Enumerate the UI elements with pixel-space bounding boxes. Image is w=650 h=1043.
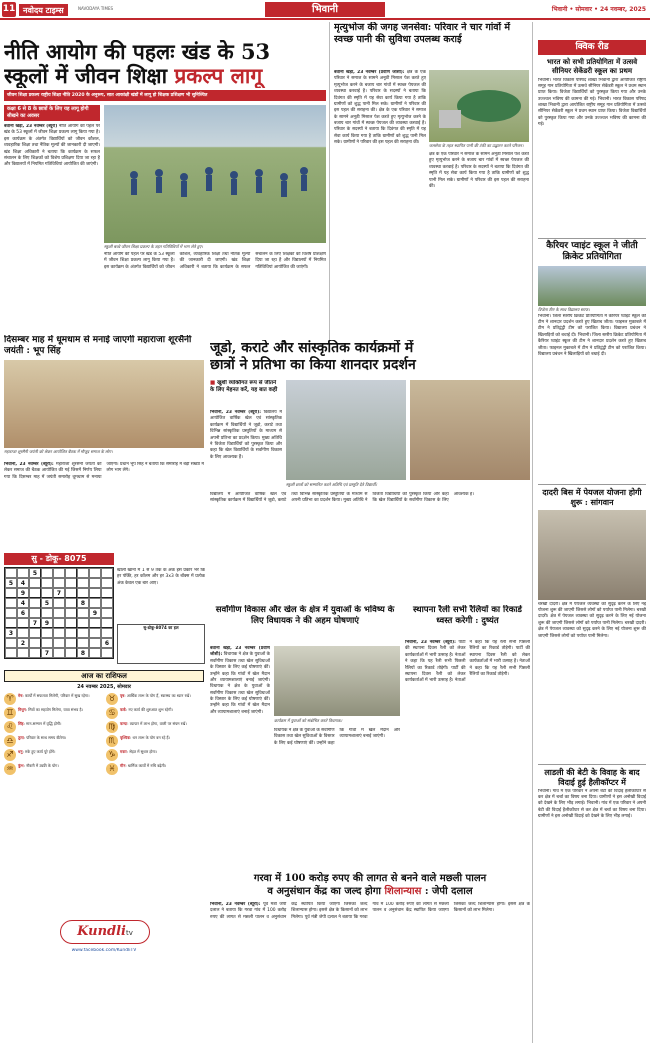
rashifal-signs [4, 693, 204, 777]
sudoku-cell [41, 578, 53, 588]
sudoku-cell [5, 618, 17, 628]
sudoku-cell [89, 598, 101, 608]
zodiac-icon: ♓ [106, 763, 118, 775]
story2-body-continued: क्षेत्र के एक परिवार ने समाज के सामने अनूठी मिसाल पेश करते हुए मृत्युभोज करने के बजाय चार गांवों में स्वच्छ पेयजल की व्यवस्था करवाई है। परिवार के सदस्यों ने बताया कि दिवंगत की स्मृति में यह सेवा कार्य किया गया है ताकि ग्रामीणों को शुद्ध पानी मिल सके। ग्रामीणों ने परिवार की इस पहल की सराहना की। [429, 152, 529, 189]
sudoku-cell [5, 598, 17, 608]
paper-sub: NAVODAYA TIMES [78, 6, 114, 11]
zodiac-icon: ♌ [4, 721, 16, 733]
rashi-text: रुके हुए कार्य पूरे होंगे। [24, 748, 56, 754]
sudoku-cell [5, 648, 17, 658]
sudoku-cell [77, 578, 89, 588]
story7-body: भिवानी, 23 नवम्बर (ब्यूरो): पूर्व मंत्री जेपी दलाल ने बताया कि गरवा गांव में 100 करोड़ रुपए की लागत से मछली पालन व अनुसंधान केंद्र स्थापित किया जाएगा जिसका जल्द शिलान्यास होगा। इससे क्षेत्र के किसानों को लाभ मिलेगा। पूर्व मंत्री जेपी दलाल ने बताया कि गरवा गांव में 100 करोड़ रुपए की लागत से मछली पालन व अनुसंधान केंद्र स्थापित किया जाएगा जिसका जल्द शिलान्यास होगा। इससे क्षेत्र के किसानों को लाभ मिलेगा। [210, 902, 530, 920]
story4-body-continued: विद्यालय में आयोजित वार्षिक खेल एवं सांस्कृतिक कार्यक्रम में विद्यार्थियों ने जूडो, कराटे तथा विभिन्न सांस्कृतिक प्रस्तुतियों के माध्यम से अपनी प्रतिभा का प्रदर्शन किया। मुख्य अतिथि ने विजेता विद्यार्थियों को पुरस्कृत किया और कहा कि खेल विद्यार्थियों के सर्वांगीण विकास के लिए आवश्यक हैं। [210, 492, 474, 504]
sudoku-cell [101, 608, 113, 618]
sudoku-cell [65, 588, 77, 598]
rashi-sign: ♋ कर्क: नए कार्य की शुरुआत शुभ रहेगी। [106, 707, 204, 719]
sudoku-cell [41, 608, 53, 618]
sudoku-cell [29, 648, 41, 658]
sudoku-cell [5, 588, 17, 598]
sudoku-cell [89, 618, 101, 628]
rashi-text: आर्थिक लाभ के योग हैं, स्वास्थ्य का ध्यान रखें। [126, 692, 191, 698]
quick-read-item2-body: भिवानी। जिला स्तरीय क्रिकेट प्रतियोगिता में कैरियर प्वाइंट स्कूल की टीम ने शानदार प्रदर्शन करते हुए खिताब जीता। फाइनल मुकाबले में टीम ने प्रतिद्वंद्वी टीम को पराजित किया। विद्यालय प्रबंधन ने खिलाड़ियों को बधाई दी। भिवानी। जिला स्तरीय क्रिकेट प्रतियोगिता में कैरियर प्वाइंट स्कूल की टीम ने शानदार प्रदर्शन करते हुए खिताब जीता। फाइनल मुकाबले में टीम ने प्रतिद्वंद्वी टीम को पराजित किया। विद्यालय प्रबंधन ने खिलाड़ियों को बधाई दी। [538, 313, 646, 357]
sudoku-cell [89, 628, 101, 638]
zodiac-icon: ♉ [106, 693, 118, 705]
rashi-name: कुंभ [18, 762, 24, 768]
quick-read-item2-caption: विजेता टीम के साथ विद्यालय स्टाफ। [538, 306, 590, 312]
sudoku-cell [17, 628, 29, 638]
lead-strap: जीवन शिक्षा प्रकल्प राष्ट्रीय शिक्षा नीति 2020 के अनुरूप, सात आकांक्षी खंडों में लागू हो शिक्षक प्रशिक्षण भी सुनिश्चित [4, 90, 326, 101]
sudoku-cell [65, 628, 77, 638]
sudoku-cell [53, 568, 65, 578]
sudoku-cell [65, 618, 77, 628]
story5-body-continued: विधायक ने क्षेत्र के युवाओं के सर्वांगीण विकास तथा खेल सुविधाओं के विस्तार के लिए कई घोषणाएं कीं। उन्होंने कहा कि गांवों में खेल मैदान और व्यायामशालाएं बनाई जाएंगी। [274, 728, 400, 746]
column-rule [329, 22, 330, 340]
sudoku-cell: 3 [5, 628, 17, 638]
rashi-name: वृश्चिक [120, 734, 131, 740]
rashi-text: व्यापार में लाभ होगा, वाणी पर संयम रखें। [129, 720, 187, 726]
sudoku-cell: 7 [41, 648, 53, 658]
sudoku-cell [41, 568, 53, 578]
quick-read-item3-head: दादरी बिस में पेयजल योजना होगी शुरू : सांगवान [542, 486, 642, 507]
sudoku-grid [4, 567, 114, 659]
rashi-name: मेष [18, 692, 23, 698]
sudoku-cell [101, 578, 113, 588]
sudoku-cell: 9 [41, 618, 53, 628]
rashi-name: धनु [18, 748, 23, 754]
story4-caption: स्कूली छात्रों को सम्मानित करते अतिथि एवं प्रस्तुति देते विद्यार्थी। [286, 482, 378, 487]
rashi-name: मिथुन [18, 706, 26, 712]
story2-photo [429, 70, 529, 142]
sudoku-cell: 4 [17, 598, 29, 608]
quick-read-item3-body: चरखी दादरी। क्षेत्र में पेयजल व्यवस्था को सुदृढ़ करने के लिए नई योजना शुरू की जाएगी जिससे लोगों को पर्याप्त पानी मिलेगा। चरखी दादरी। क्षेत्र में पेयजल व्यवस्था को सुदृढ़ करने के लिए नई योजना शुरू की जाएगी जिससे लोगों को पर्याप्त पानी मिलेगा। चरखी दादरी। क्षेत्र में पेयजल व्यवस्था को सुदृढ़ करने के लिए नई योजना शुरू की जाएगी जिससे लोगों को पर्याप्त पानी मिलेगा। [538, 601, 646, 639]
lead-body-continued: नीति आयोग की पहल पर खंड के 53 स्कूलों में जीवन शिक्षा प्रकल्प लागू किया गया है। इस कार्यक्रम के अंतर्गत विद्यार्थियों को जीवन कौशल, व्यवहारिक शिक्षा तथा नैतिक मूल्यों की जानकारी दी जाएगी। खंड शिक्षा अधिकारी ने बताया कि कार्यक्रम के सफल संचालन के लिए शिक्षकों को विशेष प्रशिक्षण दिया जा रहा है और विद्यालयों में नियमित गतिविधियां आयोजित की जाएंगी। [104, 252, 326, 270]
sudoku [4, 553, 114, 659]
sudoku-cell [101, 628, 113, 638]
sudoku-cell [89, 648, 101, 658]
edition-date: भिवानी • सोमवार • 24 नवम्बर, 2025 [551, 6, 646, 13]
quick-read-item4-body: भिवानी। गांव में एक परिवार ने अपनी बेटी की विदाई हैलीकॉप्टर से कर क्षेत्र में चर्चा का विषय बना दिया। ग्रामीणों ने इस अनोखी विदाई को देखने के लिए भीड़ लगाई। भिवानी। गांव में एक परिवार ने अपनी बेटी की विदाई हैलीकॉप्टर से कर क्षेत्र में चर्चा का विषय बना दिया। ग्रामीणों ने इस अनोखी विदाई को देखने के लिए भीड़ लगाई। [538, 788, 646, 820]
story2-headline: मृत्युभोज की जगह जनसेवा: परिवार ने चार गांवों में स्वच्छ पानी की सुविधा उपलब्ध कराई [334, 22, 511, 45]
rashi-sign: ♌ सिंह: मान-सम्मान में वृद्धि होगी। [4, 721, 102, 733]
sudoku-cell: 9 [17, 588, 29, 598]
zodiac-icon: ♐ [4, 749, 16, 761]
rashi-name: वृष [120, 692, 125, 698]
sudoku-cell [101, 588, 113, 598]
story2-caption: जलसेवा के तहत स्थापित पानी की टंकी का उद्घाटन करते परिजन। [429, 143, 524, 148]
rashi-text: सेहत में सुधार होगा। [129, 748, 157, 754]
sudoku-cell [77, 608, 89, 618]
sudoku-cell: 5 [29, 568, 41, 578]
rashi-name: तुला [18, 734, 24, 740]
sudoku-cell [17, 648, 29, 658]
sudoku-cell [89, 588, 101, 598]
sudoku-cell: 7 [29, 618, 41, 628]
lead-highlight: कक्षा 6 से 8 के छात्रों के लिए यह लागू होगी सीखने का अवसर [4, 105, 100, 121]
story3-photo [4, 360, 204, 448]
sudoku-cell [77, 628, 89, 638]
rashi-name: मकर [120, 748, 127, 754]
story4-body: भिवानी, 23 नवम्बर (ब्यूरो): विद्यालय में आयोजित वार्षिक खेल एवं सांस्कृतिक कार्यक्रम में विद्यार्थियों ने जूडो, कराटे तथा विभिन्न सांस्कृतिक प्रस्तुतियों के माध्यम से अपनी प्रतिभा का प्रदर्शन किया। मुख्य अतिथि ने विजेता विद्यार्थियों को पुरस्कृत किया और कहा कि खेल विद्यार्थियों के सर्वांगीण विकास के लिए आवश्यक हैं। [210, 410, 282, 460]
sudoku-cell [29, 588, 41, 598]
story6-body: भिवानी, 23 नवम्बर (ब्यूरो): पार्टी की स्थापना दिवस रैली को लेकर कार्यकर्ताओं में भारी उत्साह है। नेताओं ने कहा कि यह रैली सभी पिछली रैलियों का रिकार्ड तोड़ेगी। पार्टी की स्थापना दिवस रैली को लेकर कार्यकर्ताओं में भारी उत्साह है। नेताओं ने कहा कि यह रैली सभी पिछली रैलियों का रिकार्ड तोड़ेगी। पार्टी की स्थापना दिवस रैली को लेकर कार्यकर्ताओं में भारी उत्साह है। नेताओं ने कहा कि यह रैली सभी पिछली रैलियों का रिकार्ड तोड़ेगी। [405, 640, 530, 684]
rashi-sign: ♍ कन्या: व्यापार में लाभ होगा, वाणी पर संयम रखें। [106, 721, 204, 733]
sudoku-cell [77, 588, 89, 598]
rashi-sign: ♏ वृश्चिक: धन लाभ के योग बन रहे हैं। [106, 735, 204, 747]
sudoku-cell [65, 608, 77, 618]
rashi-text: नौकरी में उन्नति के योग। [26, 762, 59, 768]
sudoku-cell: 8 [77, 648, 89, 658]
sudoku-cell [5, 638, 17, 648]
sudoku-cell [65, 648, 77, 658]
sudoku-cell [89, 568, 101, 578]
sudoku-cell: 4 [17, 578, 29, 588]
sudoku-cell [65, 598, 77, 608]
sudoku-instructions: खाली खानों में 1 से 9 तक के अंक इस प्रकार भरें कि हर पंक्ति, हर कॉलम और हर 3x3 के बॉक्स में प्रत्येक अंक केवल एक बार आए। [117, 568, 205, 586]
story4-photo-2 [410, 380, 530, 480]
sudoku-cell [53, 638, 65, 648]
rashi-text: नए कार्य की शुरुआत शुभ रहेगी। [128, 706, 173, 712]
story3-headline: दिसम्बर माह में धूमधाम से मनाई जाएगी महाराजा शूरसैनी जयंती : भूप सिंह [4, 335, 192, 356]
story5-photo [274, 646, 400, 716]
rashi-text: परिवार के साथ समय बीतेगा। [26, 734, 67, 740]
story7-headline: गरवा में 100 करोड़ रुपए की लागत से बनने वाले मछली पालन व अनुसंधान केंद्र का जल्द होगा शिलान्यास : जेपी दलाल [253, 873, 487, 897]
section-title: भिवानी [265, 2, 385, 17]
lead-headline: नीति आयोग की पहलः खंड के 53 स्कूलों में जीवन शिक्षा प्रकल्प लागू [4, 40, 271, 88]
rashifal-date: 24 नवम्बर 2025, सोमवार [77, 684, 131, 690]
rashi-name: सिंह [18, 720, 24, 726]
lead-photo [104, 105, 326, 243]
rashi-name: कर्क [120, 706, 126, 712]
rashi-name: मीन [120, 762, 126, 768]
zodiac-icon: ♏ [106, 735, 118, 747]
quick-read-item1-head: भारत को सभी प्रतियोगिता में उत्सवे सीनियर सेकेंडरी स्कूल का प्रथम [546, 57, 638, 75]
sudoku-cell: 5 [41, 598, 53, 608]
sudoku-cell [17, 568, 29, 578]
rashi-sign: ♓ मीन: धार्मिक कार्यों में रुचि बढ़ेगी। [106, 763, 204, 775]
story5-caption: कार्यक्रम में युवाओं को संबोधित करते विधायक। [274, 718, 343, 723]
story6-headline: स्थापना रैली सभी रैलियों का रिकार्ड ध्वस्त करेगी : दुष्यंत [413, 605, 522, 626]
rashi-sign: ♊ मिथुन: मित्रों का सहयोग मिलेगा, यात्रा संभव है। [4, 707, 102, 719]
story4-photo-1 [286, 380, 406, 480]
sudoku-cell: 6 [101, 638, 113, 648]
sudoku-cell [41, 588, 53, 598]
sudoku-cell [29, 628, 41, 638]
story4-bullet: ■ खुशी व्यक्तिगत रूप से जीतने के लिए मेहनत करें, यह बात कही [210, 380, 282, 394]
quick-read [538, 40, 646, 909]
quick-read-photo-2 [538, 510, 646, 600]
sudoku-cell [53, 628, 65, 638]
paper-name: नवोदय टाइम्स [19, 4, 68, 16]
sudoku-cell [29, 638, 41, 648]
sudoku-cell [77, 568, 89, 578]
sudoku-cell [89, 578, 101, 588]
sudoku-cell [53, 578, 65, 588]
zodiac-icon: ♒ [4, 763, 16, 775]
sudoku-cell [65, 568, 77, 578]
rashi-text: धन लाभ के योग बन रहे हैं। [132, 734, 170, 740]
page-number: 11 [2, 2, 16, 17]
sudoku-cell [101, 648, 113, 658]
rashi-name: कन्या [120, 720, 128, 726]
quick-read-item2-head: कैरियर प्वाइंट स्कूल ने जीती क्रिकेट प्रतियोगिता [546, 240, 638, 262]
masthead [0, 0, 650, 20]
story5-headline: सर्वांगीण विकास और खेल के क्षेत्र में युवाओं के भविष्य के लिए विधायक ने की अहम घोषणाएं [215, 605, 395, 626]
sudoku-cell [29, 608, 41, 618]
sudoku-cell [29, 578, 41, 588]
sudoku-cell [101, 568, 113, 578]
sudoku-cell: 8 [77, 598, 89, 608]
rashi-sign: ♈ मेष: कार्यों में सफलता मिलेगी, परिवार में सुख रहेगा। [4, 693, 102, 705]
rashi-sign: ♎ तुला: परिवार के साथ समय बीतेगा। [4, 735, 102, 747]
quick-read-photo [538, 266, 646, 306]
quick-read-item4-head: लाडली की बेटी के विवाह के बाद विदाई हुई हैलीकॉप्टर में [544, 766, 640, 787]
quick-read-item1-body: भिवानी। भारत विकास परिषद शाखा भिवानी द्वारा आयोजित राष्ट्रीय समूह गान प्रतियोगिता में उत्सवे सीनियर सेकेंडरी स्कूल ने प्रथम स्थान प्राप्त किया। विजेता विद्यार्थियों को पुरस्कृत किया गया और उनके उज्ज्वल भविष्य की कामना की गई। भिवानी। भारत विकास परिषद शाखा भिवानी द्वारा आयोजित राष्ट्रीय समूह गान प्रतियोगिता में उत्सवे सीनियर सेकेंडरी स्कूल ने प्रथम स्थान प्राप्त किया। विजेता विद्यार्थियों को पुरस्कृत किया गया और उनके उज्ज्वल भविष्य की कामना की गई। [538, 77, 646, 128]
zodiac-icon: ♑ [106, 749, 118, 761]
sudoku-cell [89, 638, 101, 648]
sudoku-cell: 2 [17, 638, 29, 648]
rashi-text: मान-सम्मान में वृद्धि होगी। [26, 720, 62, 726]
column-rule [532, 22, 533, 1043]
rashi-sign: ♐ धनु: रुके हुए कार्य पूरे होंगे। [4, 749, 102, 761]
students-illustration [104, 105, 326, 243]
rashi-text: मित्रों का सहयोग मिलेगा, यात्रा संभव है। [28, 706, 83, 712]
story3-caption: महाराजा शूरसैनी जयंती को लेकर आयोजित बैठक में मौजूद समाज के लोग। [4, 449, 113, 454]
zodiac-icon: ♍ [106, 721, 118, 733]
zodiac-icon: ♎ [4, 735, 16, 747]
story4-headline: जूडो, कराटे और सांस्कृतिक कार्यक्रमों में छात्रों ने प्रतिभा का किया शानदार प्रदर्शन [210, 340, 416, 373]
rashi-text: धार्मिक कार्यों में रुचि बढ़ेगी। [127, 762, 167, 768]
water-tank-illustration [429, 70, 529, 142]
sudoku-cell: 9 [89, 608, 101, 618]
sudoku-title: सु - डोकू- 8075 [4, 553, 114, 565]
story3-body: भिवानी, 23 नवम्बर (ब्यूरो): महाराजा शूरसैनी जयंती को लेकर समाज की बैठक आयोजित की गई जिसमें निर्णय लिया गया कि दिसम्बर माह में जयंती समारोह धूमधाम से मनाया जाएगा। प्रधान भूप सिंह ने बताया कि समारोह में बड़ी संख्या में लोग भाग लेंगे। [4, 462, 204, 480]
sudoku-cell [53, 648, 65, 658]
sudoku-cell [41, 638, 53, 648]
zodiac-icon: ♊ [4, 707, 16, 719]
rashi-text: कार्यों में सफलता मिलेगी, परिवार में सुख रहेगा। [24, 692, 90, 698]
sudoku-cell [29, 598, 41, 608]
rashifal-title: आज का राशिफल [4, 670, 204, 682]
sudoku-cell [53, 598, 65, 608]
sudoku-cell: 7 [53, 588, 65, 598]
zodiac-icon: ♈ [4, 693, 16, 705]
sudoku-cell [5, 568, 17, 578]
lead-caption: स्कूली बच्चे जीवन शिक्षा प्रकल्प के तहत गतिविधियों में भाग लेते हुए। [104, 244, 203, 249]
sudoku-cell [101, 618, 113, 628]
sudoku-cell [5, 608, 17, 618]
quick-read-title: क्विक रीड [538, 40, 646, 55]
sudoku-cell [101, 598, 113, 608]
sudoku-previous: सु-डोकू-8074 का हल [117, 624, 205, 664]
sudoku-cell [65, 578, 77, 588]
lead-body: बवानी खेड़ा, 23 नवम्बर (ब्यूरो) नीति आयोग की पहल पर खंड के 53 स्कूलों में जीवन शिक्षा प्रकल्प लागू किया गया है। इस कार्यक्रम के अंतर्गत विद्यार्थियों को जीवन कौशल, व्यवहारिक शिक्षा तथा नैतिक मूल्यों की जानकारी दी जाएगी। खंड शिक्षा अधिकारी ने बताया कि कार्यक्रम के सफल संचालन के लिए शिक्षकों को विशेष प्रशिक्षण दिया जा रहा है और विद्यालयों में नियमित गतिविधियां आयोजित की जाएंगी। [4, 124, 100, 168]
rashifal [4, 670, 204, 777]
kundli-logo: Kundlitv [60, 920, 150, 944]
sudoku-cell [65, 638, 77, 648]
sudoku-cell [17, 618, 29, 628]
sudoku-cell [53, 608, 65, 618]
rashi-sign: ♑ मकर: सेहत में सुधार होगा। [106, 749, 204, 761]
sudoku-cell [41, 628, 53, 638]
rashi-sign: ♉ वृष: आर्थिक लाभ के योग हैं, स्वास्थ्य का ध्यान रखें। [106, 693, 204, 705]
sudoku-cell [77, 618, 89, 628]
kundli-contact[interactable]: www.facebook.com/KundliTV [71, 948, 137, 953]
sudoku-cell: 5 [5, 578, 17, 588]
story5-body: बवानी खेड़ा, 23 नवम्बर (प्रवीण जोशी): विधायक ने क्षेत्र के युवाओं के सर्वांगीण विकास तथा खेल सुविधाओं के विस्तार के लिए कई घोषणाएं कीं। उन्होंने कहा कि गांवों में खेल मैदान और व्यायामशालाएं बनाई जाएंगी। विधायक ने क्षेत्र के युवाओं के सर्वांगीण विकास तथा खेल सुविधाओं के विस्तार के लिए कई घोषणाएं कीं। उन्होंने कहा कि गांवों में खेल मैदान और व्यायामशालाएं बनाई जाएंगी। [210, 646, 270, 715]
sudoku-cell [53, 618, 65, 628]
zodiac-icon: ♋ [106, 707, 118, 719]
rashi-sign: ♒ कुंभ: नौकरी में उन्नति के योग। [4, 763, 102, 775]
sudoku-cell [77, 638, 89, 648]
sudoku-cell: 6 [17, 608, 29, 618]
story2-body: बवानी खेड़ा, 23 नवम्बर (प्रवीण जोशी): क्षेत्र के एक परिवार ने समाज के सामने अनूठी मिसाल पेश करते हुए मृत्युभोज करने के बजाय चार गांवों में स्वच्छ पेयजल की व्यवस्था करवाई है। परिवार के सदस्यों ने बताया कि दिवंगत की स्मृति में यह सेवा कार्य किया गया है ताकि ग्रामीणों को शुद्ध पानी मिल सके। ग्रामीणों ने परिवार की इस पहल की सराहना की। क्षेत्र के एक परिवार ने समाज के सामने अनूठी मिसाल पेश करते हुए मृत्युभोज करने के बजाय चार गांवों में स्वच्छ पेयजल की व्यवस्था करवाई है। परिवार के सदस्यों ने बताया कि दिवंगत की स्मृति में यह सेवा कार्य किया गया है ताकि ग्रामीणों को शुद्ध पानी मिल सके। ग्रामीणों ने परिवार की इस पहल की सराहना की। [334, 70, 426, 146]
